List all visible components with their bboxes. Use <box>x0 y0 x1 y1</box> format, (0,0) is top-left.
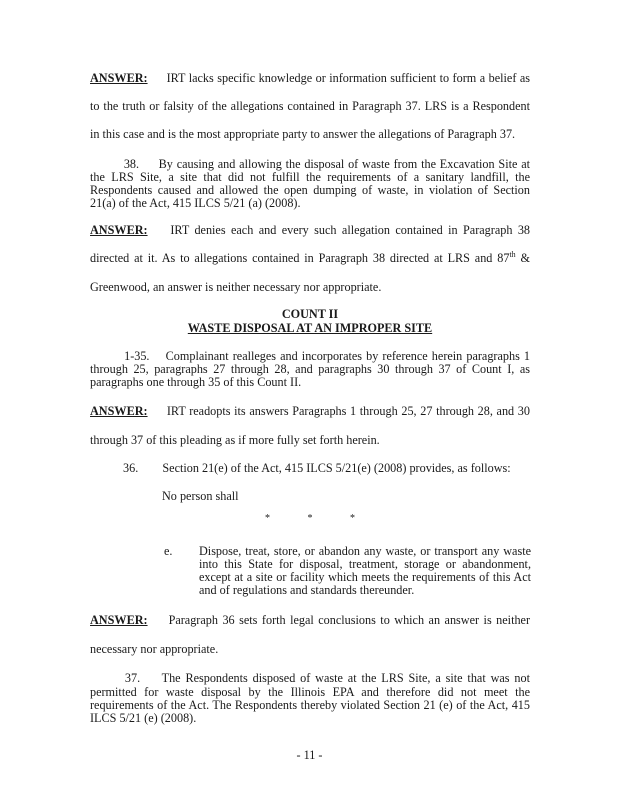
answer-38-text-1: IRT denies each and every such allegation contained in Paragraph 38 <box>170 223 531 237</box>
star-1: * <box>265 513 270 524</box>
count-subheading: WASTE DISPOSAL AT AN IMPROPER SITE <box>187 321 433 335</box>
answer-1-35-text-1: IRT readopts its answers Paragraphs 1 through 25, 27 through 28, and 30 <box>166 404 530 418</box>
paragraph-38-text-1: By causing and allowing the disposal of waste from the Excavation Site at <box>158 157 531 171</box>
paragraph-37-line-2: permitted for waste disposal by the Illinois EPA and therefore did not meet the <box>90 685 530 699</box>
item-e-label: e. <box>164 544 173 558</box>
paragraph-37-text-1: The Respondents disposed of waste at the LRS Site, a site that was not <box>161 671 530 685</box>
paragraph-38-line-3: Respondents caused and allowed the open dumping of waste, in violation of Section <box>90 183 530 197</box>
answer-label: ANSWER: <box>90 613 148 627</box>
ellipsis-stars <box>265 513 355 524</box>
answer-36-line-2: necessary nor appropriate. <box>90 642 219 656</box>
paragraph-1-35-line-2: through 25, paragraphs 27 through 28, and paragraphs 30 through 37 of Count I, as <box>90 362 530 376</box>
answer-37-line-1 <box>90 71 530 85</box>
item-e-line-3: except at a site or facility which meets the requirements of this Act <box>199 570 531 584</box>
answer-label: ANSWER: <box>90 71 148 85</box>
paragraph-37-line-4: ILCS 5/21 (e) (2008). <box>90 711 197 725</box>
paragraph-1-35-line-3: paragraphs one through 35 of this Count II. <box>90 375 302 389</box>
item-e-line-4: and of regulations and standards thereunder. <box>199 583 415 597</box>
answer-38-line-3: Greenwood, an answer is neither necessary nor appropriate. <box>90 280 382 294</box>
answer-37-line-3: in this case and is the most appropriate party to answer the allegations of Paragraph 37. <box>90 127 516 141</box>
paragraph-38-number: 38. <box>123 157 140 171</box>
answer-37-line-2: to the truth or falsity of the allegations contained in Paragraph 37. LRS is a Respondent <box>90 99 530 113</box>
star-3: * <box>350 513 355 524</box>
paragraph-36-text-1: Section 21(e) of the Act, 415 ILCS 5/21(e) (2008) provides, as follows: <box>162 461 511 475</box>
answer-38-line-2 <box>90 251 530 265</box>
paragraph-1-35-text-1: Complainant realleges and incorporates by reference herein paragraphs 1 <box>165 349 530 363</box>
star-2: * <box>307 513 313 524</box>
paragraph-1-35-line-1 <box>90 349 530 363</box>
answer-1-35-line-1 <box>90 404 530 418</box>
page-number: - 11 - <box>296 748 323 762</box>
count-subheading-wrap <box>90 321 530 335</box>
paragraph-37-line-3: requirements of the Act. The Respondents thereby violated Section 21 (e) of the Act, 415 <box>90 698 530 712</box>
answer-38-text-2b: & <box>515 251 530 265</box>
paragraph-38-line-1 <box>90 157 530 171</box>
answer-36-line-1 <box>90 613 530 627</box>
answer-label: ANSWER: <box>90 223 148 237</box>
answer-1-35-line-2: through 37 of this pleading as if more fully set forth herein. <box>90 433 380 447</box>
paragraph-37-line-1 <box>90 671 530 685</box>
answer-label: ANSWER: <box>90 404 148 418</box>
item-e-line-2: into this State for disposal, treatment, storage or abandonment, <box>199 557 531 571</box>
count-heading: COUNT II <box>281 307 339 321</box>
answer-36-text-1: Paragraph 36 sets forth legal conclusions to which an answer is neither <box>168 613 531 627</box>
paragraph-38-line-4: 21(a) of the Act, 415 ILCS 5/21 (a) (2008). <box>90 196 301 210</box>
paragraph-36-number: 36. <box>123 461 139 475</box>
answer-37-text-1: IRT lacks specific knowledge or information sufficient to form a belief as <box>166 71 531 85</box>
item-e-line-1: Dispose, treat, store, or abandon any waste, or transport any waste <box>199 544 531 558</box>
answer-38-text-2a: directed at it. As to allegations contained in Paragraph 38 directed at LRS and 87 <box>90 251 510 265</box>
answer-38-superscript: th <box>509 249 516 259</box>
paragraph-1-35-number: 1-35. <box>124 349 150 363</box>
paragraph-38-line-2: the LRS Site, a site that did not fulfill the requirements of a sanitary landfill, the <box>90 170 530 184</box>
paragraph-36-line-2: No person shall <box>162 489 239 503</box>
answer-38-line-1 <box>90 223 530 237</box>
paragraph-37-number: 37. <box>124 671 141 685</box>
paragraph-36-line-1 <box>90 461 530 475</box>
